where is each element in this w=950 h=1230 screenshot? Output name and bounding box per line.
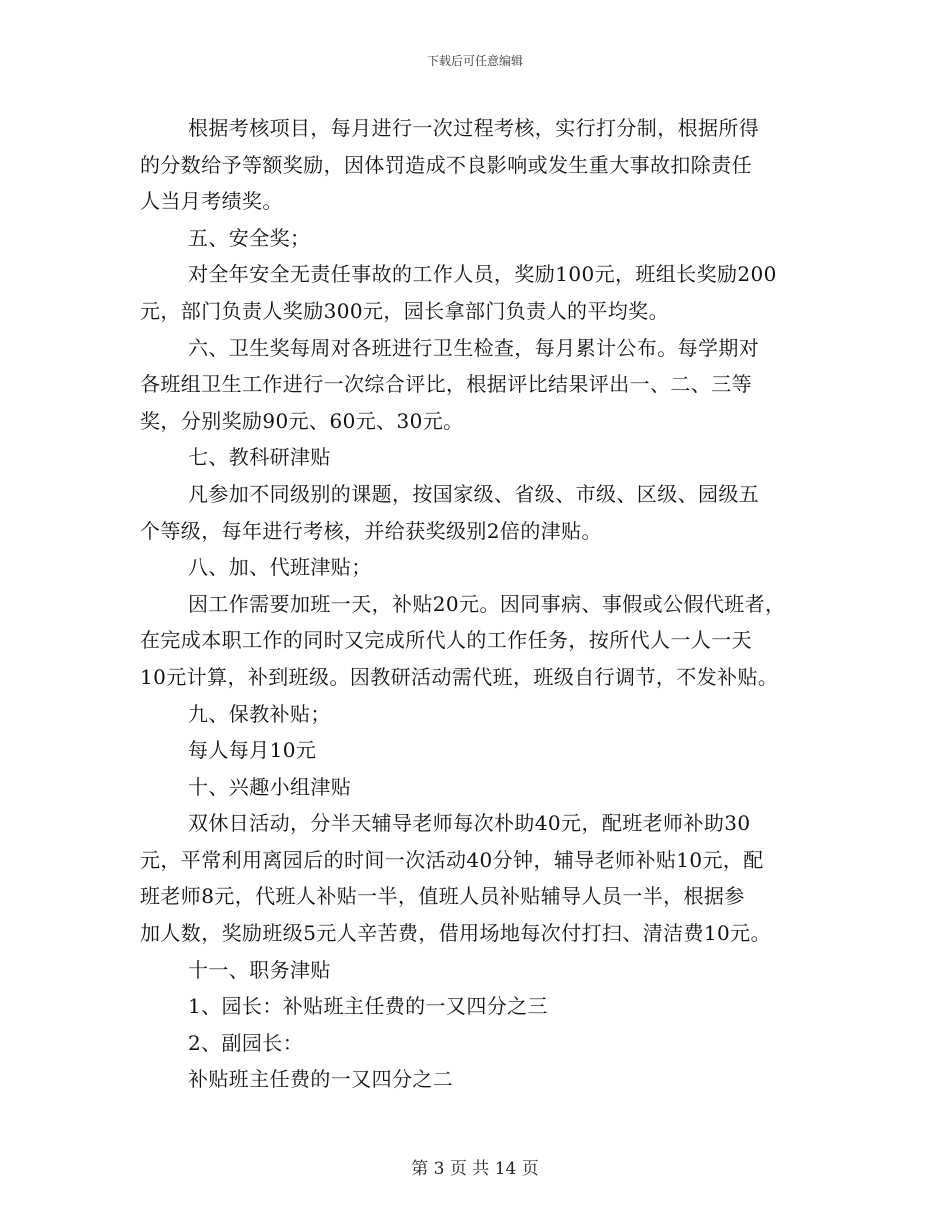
paragraph-line: 因工作需要加班一天，补贴20元。因同事病、事假或公假代班者， <box>188 591 786 616</box>
paragraph-line: 元，部门负责人奖励300元，园长拿部门负责人的平均奖。 <box>140 298 669 323</box>
paragraph-line: 每人每月10元 <box>188 738 317 763</box>
paragraph-line: 的分数给予等额奖励，因体罚造成不良影响或发生重大事故扣除责任 <box>140 152 752 177</box>
paragraph-line: 加人数，奖励班级5元人辛苦费，借用场地每次付打扫、清洁费10元。 <box>140 921 771 946</box>
section-heading: 十、兴趣小组津贴 <box>188 774 352 799</box>
section-heading: 十一、职务津贴 <box>188 957 331 982</box>
paragraph-line: 六、卫生奖每周对各班进行卫生检查，每月累计公布。每学期对 <box>188 335 760 360</box>
paragraph-line: 补贴班主任费的一又四分之二 <box>188 1067 454 1092</box>
paragraph-line: 班老师8元，代班人补贴一半，值班人员补贴辅导人员一半，根据参 <box>140 884 745 909</box>
paragraph-line: 人当月考绩奖。 <box>140 189 283 214</box>
paragraph-line: 双休日活动，分半天辅导老师每次朴助40元，配班老师补助30 <box>188 811 751 836</box>
paragraph-line: 1、园长：补贴班主任费的一又四分之三 <box>188 994 548 1019</box>
page-footer: 第 3 页 共 14 页 <box>411 1159 539 1179</box>
paragraph-line: 对全年安全无责任事故的工作人员，奖励100元，班组长奖励200 <box>188 262 777 287</box>
paragraph-line: 在完成本职工作的同时又完成所代人的工作任务，按所代人一人一天 <box>140 628 752 653</box>
paragraph-line: 各班组卫生工作进行一次综合评比，根据评比结果评出一、二、三等 <box>140 372 752 397</box>
page-header: 下载后可任意编辑 <box>426 54 523 68</box>
section-heading: 五、安全奖； <box>188 225 311 250</box>
paragraph-line: 个等级，每年进行考核，并给获奖级别2倍的津贴。 <box>140 518 602 543</box>
paragraph-line: 奖，分别奖励90元、60元、30元。 <box>140 408 464 433</box>
paragraph-line: 元，平常利用离园后的时间一次活动40分钟，辅导老师补贴10元，配 <box>140 847 764 872</box>
paragraph-line: 2、副园长： <box>188 1030 304 1055</box>
section-heading: 八、加、代班津贴； <box>188 555 372 580</box>
section-heading: 九、保教补贴； <box>188 701 331 726</box>
section-heading: 七、教科研津贴 <box>188 445 331 470</box>
paragraph-line: 凡参加不同级别的课题，按国家级、省级、市级、区级、园级五 <box>188 481 760 506</box>
body-text <box>140 110 820 1098</box>
paragraph-line: 10元计算，补到班级。因教研活动需代班，班级自行调节，不发补贴。 <box>140 664 779 689</box>
paragraph-line: 根据考核项目，每月进行一次过程考核，实行打分制，根据所得 <box>188 116 760 140</box>
